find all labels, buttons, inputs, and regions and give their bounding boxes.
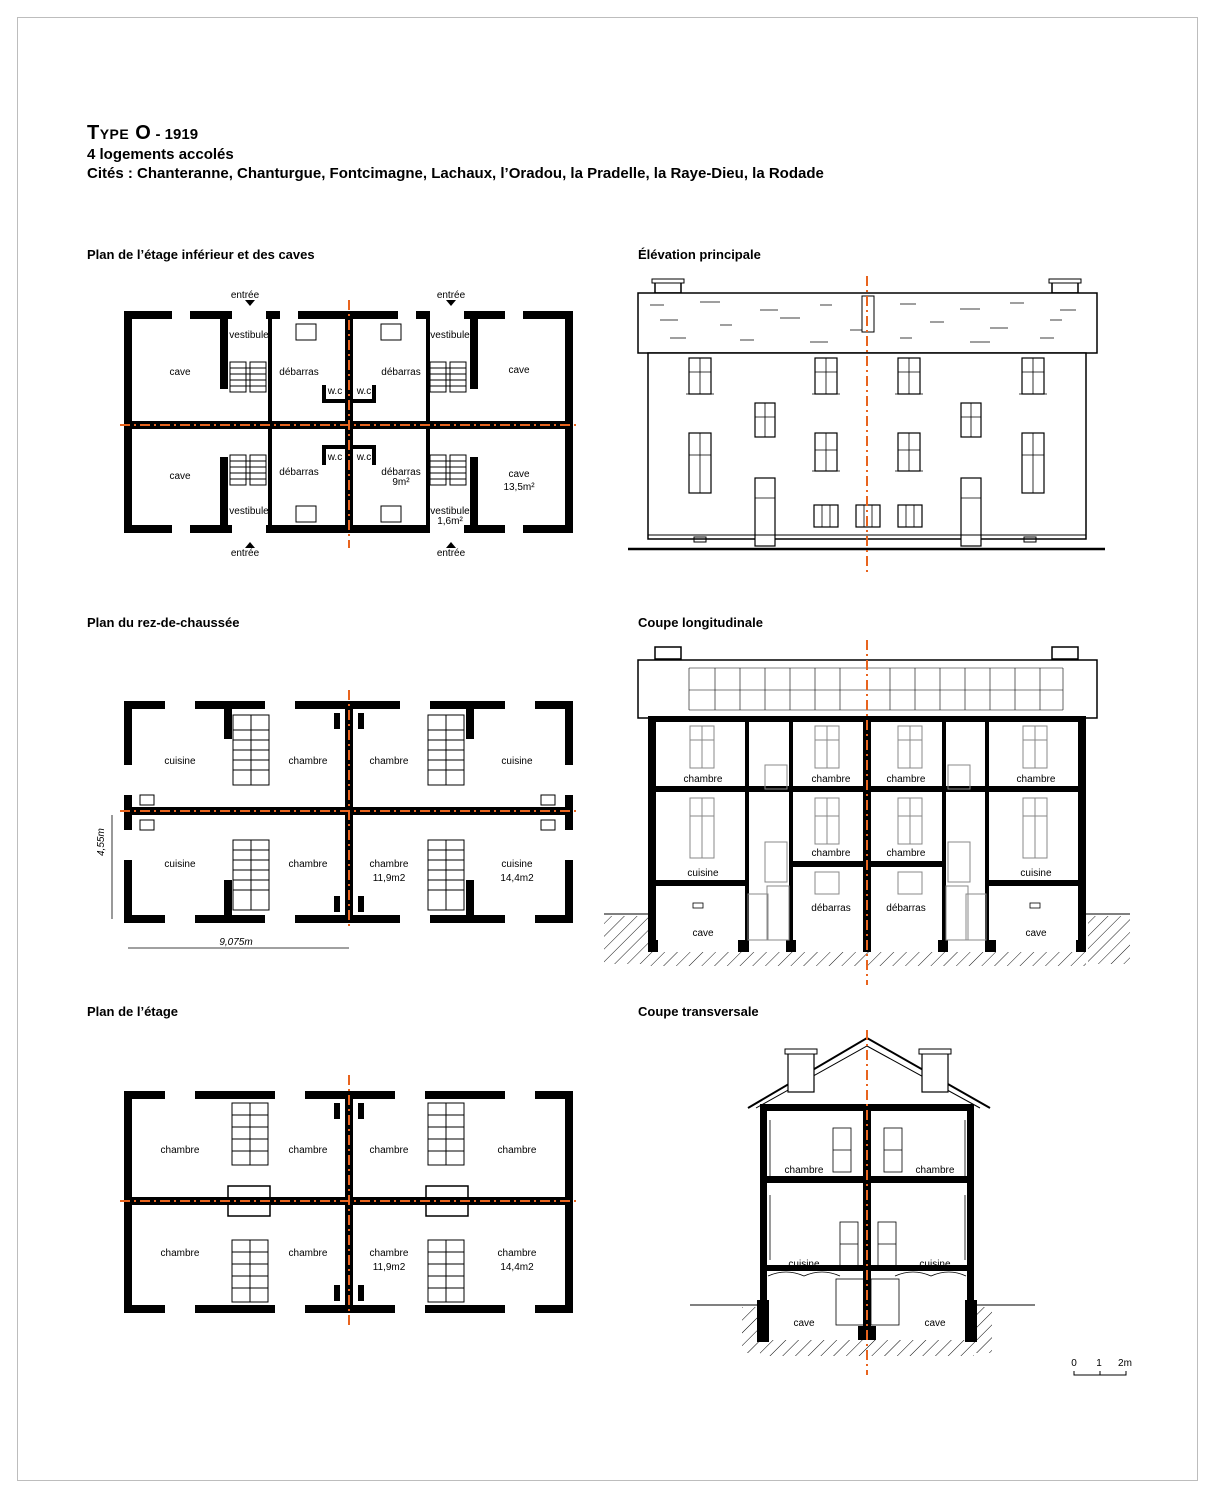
plan-rdc-dim-width: 9,075m	[219, 937, 253, 948]
plan-caves-debarras-area: 9m²	[392, 477, 410, 488]
coupe-long-chambre-4: chambre	[1016, 774, 1056, 785]
elevation	[628, 276, 1105, 575]
section-title-plan-rdc: Plan du rez-de-chaussée	[87, 615, 240, 630]
section-title-plan-caves: Plan de l’étage inférieur et des caves	[87, 247, 315, 262]
scale-bar	[1071, 1358, 1132, 1375]
plan-caves-cave-1: cave	[169, 367, 191, 378]
section-title-coupe-long: Coupe longitudinale	[638, 615, 763, 630]
coupe-long-chambre-6: chambre	[886, 848, 926, 859]
plan-rdc-cuisine-area: 14,4m2	[500, 873, 534, 884]
plan-caves-vestibule-4: vestibule	[430, 506, 470, 517]
coupe-transversale	[690, 1030, 1035, 1375]
plan-caves-entree-4: entrée	[436, 548, 466, 559]
coupe-long-cuisine-2: cuisine	[1020, 868, 1052, 879]
plan-caves-entree-2: entrée	[436, 290, 466, 301]
plan-caves-entree-1: entrée	[230, 290, 260, 301]
plan-rdc-chambre-area: 11,9m2	[372, 873, 406, 884]
plan-rdc-chambre-3: chambre	[288, 859, 328, 870]
plan-caves-wc-4: w.c	[356, 452, 372, 463]
type-year: - 1919	[151, 126, 199, 143]
plan-caves-wc-2: w.c	[356, 386, 372, 397]
page-subtitle: 4 logements accolés	[87, 146, 234, 163]
plan-etage-chambre-8: chambre	[497, 1248, 537, 1259]
scale-tick-2: 2m	[1118, 1358, 1132, 1369]
plan-rdc-cuisine-4: cuisine	[501, 859, 533, 870]
plan-etage-chambre-6: chambre	[288, 1248, 328, 1259]
section-title-elevation: Élévation principale	[638, 247, 761, 262]
plan-etage-chambre-7: chambre	[369, 1248, 409, 1259]
coupe-long-cuisine-1: cuisine	[687, 868, 719, 879]
coupe-longitudinale	[604, 640, 1130, 985]
plan-caves-vestibule-3: vestibule	[229, 506, 269, 517]
plan-caves-cave-4: cave	[508, 469, 530, 480]
plan-rdc-cuisine-3: cuisine	[164, 859, 196, 870]
plan-caves-wc-1: w.c	[327, 386, 343, 397]
cites-list: Cités : Chanteranne, Chanturgue, Fontcimagne, Lachaux, l’Oradou, la Pradelle, la Raye-Dieu, la Rodade	[87, 165, 824, 182]
coupe-trans-cuisine-2: cuisine	[919, 1259, 951, 1270]
plan-caves-cave-3: cave	[169, 471, 191, 482]
plan-etage-area-a: 11,9m2	[372, 1262, 406, 1273]
plan-etage-area-b: 14,4m2	[500, 1262, 534, 1273]
coupe-trans-cave-1: cave	[793, 1318, 815, 1329]
coupe-long-chambre-1: chambre	[683, 774, 723, 785]
coupe-long-cave-1: cave	[692, 928, 714, 939]
plan-caves-cave-2: cave	[508, 365, 530, 376]
coupe-long-debarras-1: débarras	[811, 903, 851, 914]
plan-caves-debarras-1: débarras	[279, 367, 319, 378]
plan-rdc	[96, 690, 580, 948]
section-title-coupe-trans: Coupe transversale	[638, 1004, 759, 1019]
coupe-trans-cave-2: cave	[924, 1318, 946, 1329]
plan-etage-chambre-5: chambre	[160, 1248, 200, 1259]
coupe-long-cave-2: cave	[1025, 928, 1047, 939]
coupe-trans-chambre-2: chambre	[915, 1165, 955, 1176]
plan-etage-chambre-2: chambre	[288, 1145, 328, 1156]
section-title-plan-etage: Plan de l’étage	[87, 1004, 179, 1019]
plan-etage-chambre-4: chambre	[497, 1145, 537, 1156]
plan-etage-chambre-3: chambre	[369, 1145, 409, 1156]
plan-rdc-cuisine-2: cuisine	[501, 756, 533, 767]
coupe-long-chambre-2: chambre	[811, 774, 851, 785]
plan-etage-chambre-1: chambre	[160, 1145, 200, 1156]
coupe-long-chambre-3: chambre	[886, 774, 926, 785]
plan-rdc-cuisine-1: cuisine	[164, 756, 196, 767]
scale-tick-0: 0	[1071, 1358, 1077, 1369]
plan-rdc-chambre-4: chambre	[369, 859, 409, 870]
plan-rdc-dim-height: 4,55m	[96, 828, 107, 856]
plan-rdc-chambre-2: chambre	[369, 756, 409, 767]
plan-caves-debarras-2: débarras	[381, 367, 421, 378]
plan-caves-vestibule-2: vestibule	[430, 330, 470, 341]
type-label: Type O	[87, 122, 152, 144]
plan-rdc-chambre-1: chambre	[288, 756, 328, 767]
plan-caves-vestibule-area: 1,6m²	[437, 516, 463, 527]
plan-caves	[120, 290, 580, 559]
coupe-long-debarras-2: débarras	[886, 903, 926, 914]
plan-caves-debarras-3: débarras	[279, 467, 319, 478]
plan-etage	[120, 1075, 580, 1325]
plan-caves-debarras-4: débarras	[381, 467, 421, 478]
plan-caves-vestibule-1: vestibule	[229, 330, 269, 341]
plan-caves-wc-3: w.c	[327, 452, 343, 463]
coupe-trans-chambre-1: chambre	[784, 1165, 824, 1176]
plan-caves-entree-3: entrée	[230, 548, 260, 559]
coupe-trans-cuisine-1: cuisine	[788, 1259, 820, 1270]
scale-tick-1: 1	[1096, 1358, 1102, 1369]
coupe-long-chambre-5: chambre	[811, 848, 851, 859]
plan-caves-cave-area: 13,5m²	[503, 482, 535, 493]
